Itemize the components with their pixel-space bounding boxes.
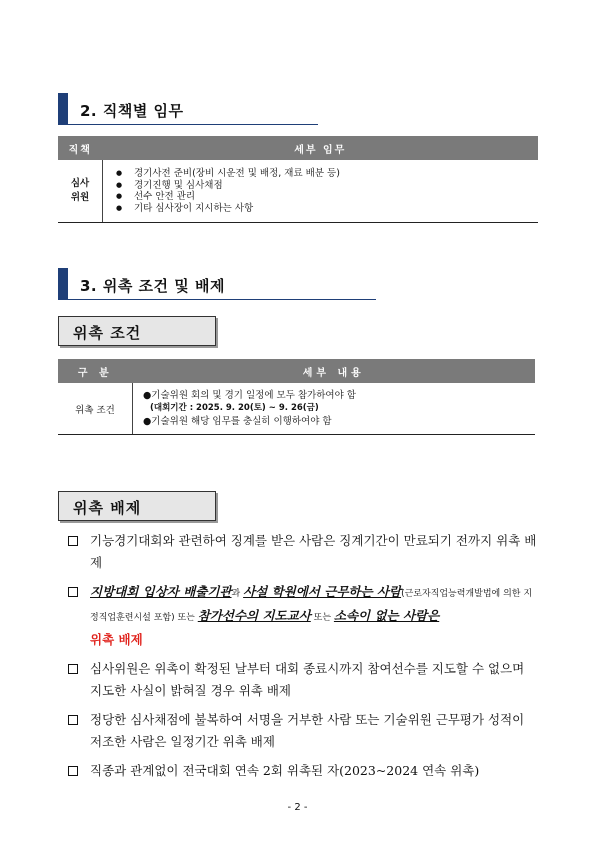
heading-accent-bar [58,93,68,125]
exclusion-item: 직종과 관계없이 전국대회 연속 2회 위촉된 자(2023~2024 연속 위촉) [68,760,538,782]
exclusion-list [68,530,538,789]
section-3-title: 3. 위촉 조건 및 배제 [80,277,225,295]
duties-table [58,136,538,223]
section-2-title: 2. 직책별 임무 [80,102,184,120]
checkbox-icon [68,715,78,725]
heading-underline [68,299,376,300]
heading-underline [68,124,318,125]
exclusion-item: 기능경기대회와 관련하여 징계를 받은 사람은 징계기간이 만료되기 전까지 위촉 배제 [68,530,538,574]
checkbox-icon [68,587,78,597]
header-category: 구 분 [58,359,133,383]
condition-details [133,383,536,435]
duty-item: ● 경기진행 및 심사채점 [134,180,537,192]
duty-item: ● 경기사전 준비(장비 시운전 및 배정, 재료 배분 등) [134,168,537,180]
checkbox-icon [68,766,78,776]
duties-cell [103,160,539,223]
condition-line: ●기술위원 해당 임무를 충실히 이행하여야 함 [143,416,332,427]
exclusion-emphasis: 위촉 배제 [90,632,143,647]
duty-item: ● 기타 심사장이 지시하는 사항 [134,203,537,215]
condition-label: 위촉 조건 [58,383,133,435]
checkbox-icon [68,536,78,546]
exclusion-item: 지방대회 입상자 배출기관과 사설 학원에서 근무하는 사람(근로자직업능력개발법에 의한 지정직업훈련시설 포함) 또는 참가선수의 지도교사 또는 소속이 없는 사람은 위촉 배제 [68,581,538,651]
exclusion-item: 심사위원은 위촉이 확정된 날부터 대회 종료시까지 참여선수를 지도할 수 없으며 지도한 사실이 밝혀질 경우 위촉 배제 [68,658,538,702]
header-role: 직책 [58,136,103,160]
exclusion-item: 정당한 심사채점에 불복하여 서명을 거부한 사람 또는 기술위원 근무평가 성적이 저조한 사람은 일정기간 위촉 배제 [68,709,538,753]
page-number: - 2 - [287,802,308,813]
conditions-table [58,359,535,435]
header-duties: 세부 임무 [103,136,539,160]
conditions-box-heading: 위촉 조건 [58,316,216,346]
condition-line: ●기술위원 회의 및 경기 일정에 모두 참가하여야 함 [143,390,356,401]
header-details: 세부 내용 [133,359,536,383]
heading-accent-bar [58,268,68,300]
checkbox-icon [68,664,78,674]
exclusion-box-heading: 위촉 배제 [58,491,216,521]
role-cell: 심사 위원 [58,160,103,223]
event-period: (대회기간 : 2025. 9. 20(토) ~ 9. 26(금) [150,403,319,413]
duty-item: ● 선수 안전 관리 [134,191,537,203]
